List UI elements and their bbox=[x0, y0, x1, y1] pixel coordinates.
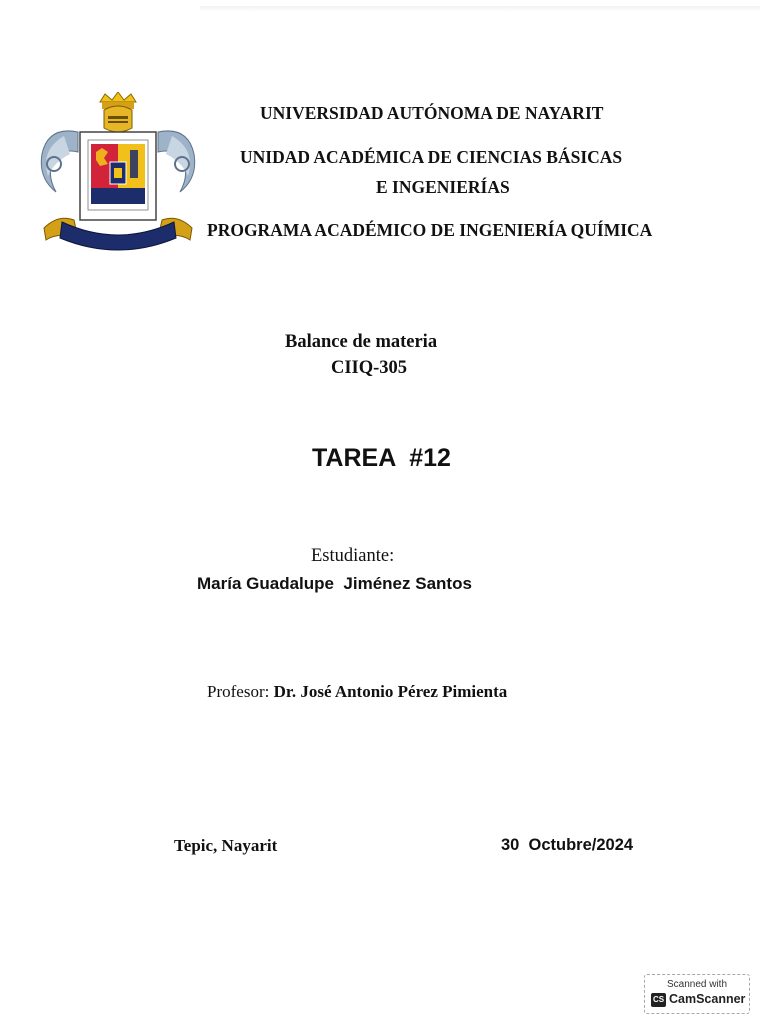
academic-program: PROGRAMA ACADÉMICO DE INGENIERÍA QUÍMICA bbox=[207, 220, 653, 240]
assignment-title: TAREA #12 bbox=[312, 444, 451, 472]
academic-unit-line1: UNIDAD ACADÉMICA DE CIENCIAS BÁSICAS bbox=[240, 147, 623, 167]
course-code: CIIQ-305 bbox=[331, 358, 408, 378]
student-label: Estudiante: bbox=[311, 546, 395, 566]
university-seal-logo bbox=[34, 92, 202, 252]
professor-label: Profesor: bbox=[207, 682, 270, 701]
scan-edge-shadow bbox=[200, 6, 760, 12]
professor-line bbox=[207, 682, 507, 702]
course-name: Balance de materia bbox=[285, 332, 438, 352]
camscanner-logo-icon: CS bbox=[651, 993, 666, 1007]
university-name: UNIVERSIDAD AUTÓNOMA DE NAYARIT bbox=[260, 103, 604, 123]
camscanner-watermark bbox=[644, 974, 750, 1014]
place: Tepic, Nayarit bbox=[174, 836, 278, 855]
date: 30 Octubre/2024 bbox=[501, 836, 634, 854]
watermark-caption: Scanned with bbox=[666, 979, 728, 990]
academic-unit-line2: E INGENIERÍAS bbox=[376, 177, 510, 197]
watermark-brand: CamScanner bbox=[669, 992, 746, 1006]
student-name: María Guadalupe Jiménez Santos bbox=[197, 574, 472, 593]
professor-name: Dr. José Antonio Pérez Pimienta bbox=[273, 682, 508, 701]
